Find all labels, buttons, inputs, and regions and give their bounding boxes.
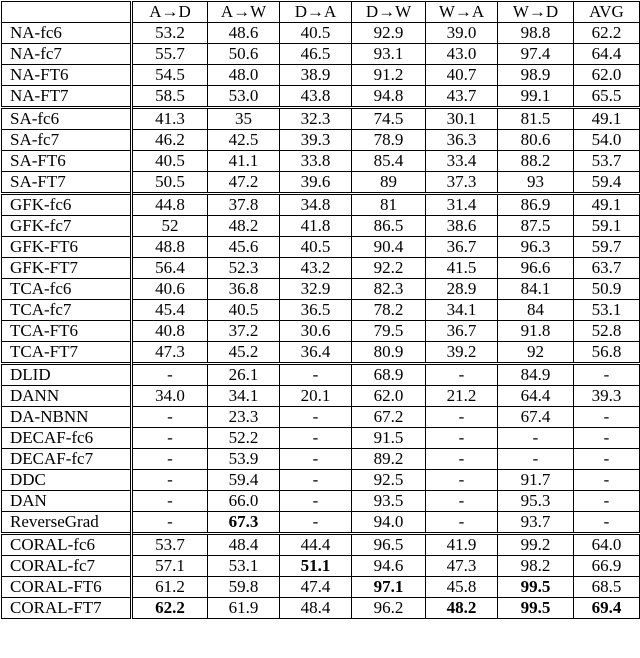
table-row bbox=[2, 598, 640, 619]
value-cell: 91.2 bbox=[352, 65, 426, 86]
value-cell: 81.5 bbox=[498, 108, 574, 130]
value-cell: 80.9 bbox=[352, 342, 426, 364]
method-name-cell: DECAF-fc7 bbox=[2, 449, 132, 470]
value-cell: - bbox=[280, 407, 352, 428]
value-cell: 37.2 bbox=[208, 321, 280, 342]
value-cell: - bbox=[574, 428, 640, 449]
table-row bbox=[2, 534, 640, 556]
value-cell: 94.0 bbox=[352, 512, 426, 534]
value-cell: 33.8 bbox=[280, 151, 352, 172]
value-cell: 30.1 bbox=[426, 108, 498, 130]
value-cell: 59.1 bbox=[574, 216, 640, 237]
table-row bbox=[2, 258, 640, 279]
value-cell: 35 bbox=[208, 108, 280, 130]
value-cell: 36.7 bbox=[426, 321, 498, 342]
value-cell: 58.5 bbox=[132, 86, 208, 108]
value-cell: 43.8 bbox=[280, 86, 352, 108]
method-name-cell: TCA-fc7 bbox=[2, 300, 132, 321]
value-cell: 39.0 bbox=[426, 23, 498, 44]
value-cell: 32.9 bbox=[280, 279, 352, 300]
table-row bbox=[2, 300, 640, 321]
value-cell: 94.8 bbox=[352, 86, 426, 108]
value-cell: 43.2 bbox=[280, 258, 352, 279]
value-cell: 48.0 bbox=[208, 65, 280, 86]
value-cell: 67.2 bbox=[352, 407, 426, 428]
table-row bbox=[2, 386, 640, 407]
method-name-cell: DECAF-fc6 bbox=[2, 428, 132, 449]
value-cell: - bbox=[280, 512, 352, 534]
value-cell: 74.5 bbox=[352, 108, 426, 130]
value-cell: 98.9 bbox=[498, 65, 574, 86]
value-cell: 63.7 bbox=[574, 258, 640, 279]
value-cell: 38.9 bbox=[280, 65, 352, 86]
table-row bbox=[2, 237, 640, 258]
value-cell: 66.0 bbox=[208, 491, 280, 512]
value-cell: 97.1 bbox=[352, 577, 426, 598]
value-cell: 85.4 bbox=[352, 151, 426, 172]
value-cell: 32.3 bbox=[280, 108, 352, 130]
value-cell: 67.3 bbox=[208, 512, 280, 534]
table-row bbox=[2, 108, 640, 130]
value-cell: 23.3 bbox=[208, 407, 280, 428]
value-cell: 54.0 bbox=[574, 130, 640, 151]
value-cell: - bbox=[498, 428, 574, 449]
value-cell: 62.2 bbox=[132, 598, 208, 619]
value-cell: 93.5 bbox=[352, 491, 426, 512]
method-name-cell: GFK-fc7 bbox=[2, 216, 132, 237]
table-row bbox=[2, 23, 640, 44]
method-name-cell: GFK-fc6 bbox=[2, 194, 132, 216]
table-row bbox=[2, 491, 640, 512]
value-cell: 46.2 bbox=[132, 130, 208, 151]
value-cell: 41.3 bbox=[132, 108, 208, 130]
table-row bbox=[2, 556, 640, 577]
value-cell: 93 bbox=[498, 172, 574, 194]
table-row bbox=[2, 151, 640, 172]
value-cell: 81 bbox=[352, 194, 426, 216]
header-column: A→D bbox=[132, 2, 208, 23]
method-name-cell: TCA-fc6 bbox=[2, 279, 132, 300]
value-cell: - bbox=[574, 407, 640, 428]
value-cell: - bbox=[498, 449, 574, 470]
value-cell: 78.9 bbox=[352, 130, 426, 151]
table-row bbox=[2, 321, 640, 342]
value-cell: - bbox=[132, 449, 208, 470]
value-cell: 88.2 bbox=[498, 151, 574, 172]
value-cell: 84.1 bbox=[498, 279, 574, 300]
value-cell: 99.1 bbox=[498, 86, 574, 108]
value-cell: 51.1 bbox=[280, 556, 352, 577]
value-cell: 44.4 bbox=[280, 534, 352, 556]
value-cell: 48.4 bbox=[280, 598, 352, 619]
value-cell: - bbox=[574, 470, 640, 491]
value-cell: 92 bbox=[498, 342, 574, 364]
value-cell: 34.1 bbox=[426, 300, 498, 321]
header-column: W→D bbox=[498, 2, 574, 23]
value-cell: 56.4 bbox=[132, 258, 208, 279]
value-cell: 84.9 bbox=[498, 364, 574, 386]
value-cell: 64.0 bbox=[574, 534, 640, 556]
table-row bbox=[2, 130, 640, 151]
value-cell: 26.1 bbox=[208, 364, 280, 386]
value-cell: 48.6 bbox=[208, 23, 280, 44]
value-cell: 28.9 bbox=[426, 279, 498, 300]
value-cell: 47.3 bbox=[426, 556, 498, 577]
value-cell: 50.9 bbox=[574, 279, 640, 300]
value-cell: 21.2 bbox=[426, 386, 498, 407]
value-cell: - bbox=[426, 428, 498, 449]
method-name-cell: TCA-FT7 bbox=[2, 342, 132, 364]
header-column: D→W bbox=[352, 2, 426, 23]
value-cell: 93.7 bbox=[498, 512, 574, 534]
method-name-cell: SA-FT6 bbox=[2, 151, 132, 172]
value-cell: 40.5 bbox=[208, 300, 280, 321]
value-cell: 68.5 bbox=[574, 577, 640, 598]
value-cell: 45.8 bbox=[426, 577, 498, 598]
table-row bbox=[2, 65, 640, 86]
method-name-cell: SA-FT7 bbox=[2, 172, 132, 194]
value-cell: 43.0 bbox=[426, 44, 498, 65]
method-name-cell: DDC bbox=[2, 470, 132, 491]
table-row bbox=[2, 86, 640, 108]
value-cell: 46.5 bbox=[280, 44, 352, 65]
value-cell: 99.2 bbox=[498, 534, 574, 556]
table-row bbox=[2, 428, 640, 449]
value-cell: 49.1 bbox=[574, 108, 640, 130]
value-cell: 96.2 bbox=[352, 598, 426, 619]
value-cell: 62.0 bbox=[574, 65, 640, 86]
table-row bbox=[2, 342, 640, 364]
table-row bbox=[2, 470, 640, 491]
value-cell: 53.1 bbox=[208, 556, 280, 577]
value-cell: 96.3 bbox=[498, 237, 574, 258]
table-row bbox=[2, 172, 640, 194]
value-cell: 40.5 bbox=[280, 23, 352, 44]
method-name-cell: SA-fc7 bbox=[2, 130, 132, 151]
results-table bbox=[1, 1, 640, 619]
table-row bbox=[2, 449, 640, 470]
value-cell: 50.5 bbox=[132, 172, 208, 194]
method-name-cell: DA-NBNN bbox=[2, 407, 132, 428]
value-cell: - bbox=[426, 470, 498, 491]
value-cell: 93.1 bbox=[352, 44, 426, 65]
method-name-cell: DLID bbox=[2, 364, 132, 386]
value-cell: 41.1 bbox=[208, 151, 280, 172]
value-cell: 40.5 bbox=[280, 237, 352, 258]
value-cell: 89 bbox=[352, 172, 426, 194]
value-cell: - bbox=[574, 364, 640, 386]
value-cell: 41.8 bbox=[280, 216, 352, 237]
value-cell: 52.2 bbox=[208, 428, 280, 449]
value-cell: 91.5 bbox=[352, 428, 426, 449]
value-cell: 80.6 bbox=[498, 130, 574, 151]
value-cell: 40.6 bbox=[132, 279, 208, 300]
table-row bbox=[2, 364, 640, 386]
value-cell: 44.8 bbox=[132, 194, 208, 216]
value-cell: 94.6 bbox=[352, 556, 426, 577]
value-cell: 52 bbox=[132, 216, 208, 237]
value-cell: 34.1 bbox=[208, 386, 280, 407]
value-cell: 47.3 bbox=[132, 342, 208, 364]
value-cell: 57.1 bbox=[132, 556, 208, 577]
value-cell: 95.3 bbox=[498, 491, 574, 512]
value-cell: 42.5 bbox=[208, 130, 280, 151]
value-cell: 91.8 bbox=[498, 321, 574, 342]
value-cell: 36.3 bbox=[426, 130, 498, 151]
value-cell: 49.1 bbox=[574, 194, 640, 216]
value-cell: - bbox=[426, 407, 498, 428]
table-row bbox=[2, 279, 640, 300]
header-column: D→A bbox=[280, 2, 352, 23]
value-cell: 41.5 bbox=[426, 258, 498, 279]
value-cell: 53.7 bbox=[574, 151, 640, 172]
value-cell: 45.6 bbox=[208, 237, 280, 258]
value-cell: - bbox=[574, 512, 640, 534]
value-cell: 61.2 bbox=[132, 577, 208, 598]
method-name-cell: CORAL-FT6 bbox=[2, 577, 132, 598]
value-cell: 53.1 bbox=[574, 300, 640, 321]
table-row bbox=[2, 577, 640, 598]
value-cell: 50.6 bbox=[208, 44, 280, 65]
value-cell: 33.4 bbox=[426, 151, 498, 172]
table-row bbox=[2, 44, 640, 65]
value-cell: 62.2 bbox=[574, 23, 640, 44]
method-name-cell: NA-FT7 bbox=[2, 86, 132, 108]
value-cell: 48.2 bbox=[208, 216, 280, 237]
value-cell: 36.5 bbox=[280, 300, 352, 321]
method-name-cell: GFK-FT6 bbox=[2, 237, 132, 258]
value-cell: - bbox=[132, 428, 208, 449]
value-cell: 91.7 bbox=[498, 470, 574, 491]
results-table-container bbox=[1, 1, 639, 619]
value-cell: - bbox=[280, 449, 352, 470]
value-cell: 39.3 bbox=[574, 386, 640, 407]
value-cell: 53.2 bbox=[132, 23, 208, 44]
value-cell: 59.4 bbox=[574, 172, 640, 194]
value-cell: - bbox=[426, 491, 498, 512]
value-cell: - bbox=[132, 512, 208, 534]
value-cell: 59.4 bbox=[208, 470, 280, 491]
method-name-cell: DAN bbox=[2, 491, 132, 512]
value-cell: 31.4 bbox=[426, 194, 498, 216]
value-cell: 48.8 bbox=[132, 237, 208, 258]
value-cell: 39.2 bbox=[426, 342, 498, 364]
value-cell: 92.5 bbox=[352, 470, 426, 491]
value-cell: 38.6 bbox=[426, 216, 498, 237]
method-name-cell: CORAL-fc7 bbox=[2, 556, 132, 577]
value-cell: 37.8 bbox=[208, 194, 280, 216]
value-cell: 68.9 bbox=[352, 364, 426, 386]
value-cell: 90.4 bbox=[352, 237, 426, 258]
value-cell: 45.4 bbox=[132, 300, 208, 321]
value-cell: 45.2 bbox=[208, 342, 280, 364]
method-name-cell: DANN bbox=[2, 386, 132, 407]
header-method-column bbox=[2, 2, 132, 23]
value-cell: 36.7 bbox=[426, 237, 498, 258]
header-row bbox=[2, 2, 640, 23]
value-cell: 78.2 bbox=[352, 300, 426, 321]
value-cell: 40.8 bbox=[132, 321, 208, 342]
value-cell: 43.7 bbox=[426, 86, 498, 108]
value-cell: 52.3 bbox=[208, 258, 280, 279]
value-cell: 84 bbox=[498, 300, 574, 321]
value-cell: 53.9 bbox=[208, 449, 280, 470]
value-cell: 37.3 bbox=[426, 172, 498, 194]
value-cell: 97.4 bbox=[498, 44, 574, 65]
value-cell: 96.6 bbox=[498, 258, 574, 279]
value-cell: 34.0 bbox=[132, 386, 208, 407]
value-cell: - bbox=[132, 407, 208, 428]
value-cell: 89.2 bbox=[352, 449, 426, 470]
value-cell: 40.5 bbox=[132, 151, 208, 172]
value-cell: 86.9 bbox=[498, 194, 574, 216]
value-cell: - bbox=[280, 470, 352, 491]
table-row bbox=[2, 512, 640, 534]
value-cell: 36.4 bbox=[280, 342, 352, 364]
table-row bbox=[2, 194, 640, 216]
value-cell: 53.7 bbox=[132, 534, 208, 556]
value-cell: 66.9 bbox=[574, 556, 640, 577]
value-cell: - bbox=[426, 512, 498, 534]
value-cell: 47.2 bbox=[208, 172, 280, 194]
value-cell: 87.5 bbox=[498, 216, 574, 237]
value-cell: 61.9 bbox=[208, 598, 280, 619]
value-cell: - bbox=[426, 449, 498, 470]
method-name-cell: CORAL-fc6 bbox=[2, 534, 132, 556]
value-cell: - bbox=[280, 491, 352, 512]
table-row bbox=[2, 407, 640, 428]
value-cell: 67.4 bbox=[498, 407, 574, 428]
table-body bbox=[2, 23, 640, 619]
value-cell: 82.3 bbox=[352, 279, 426, 300]
table-row bbox=[2, 216, 640, 237]
value-cell: 39.6 bbox=[280, 172, 352, 194]
value-cell: 48.2 bbox=[426, 598, 498, 619]
value-cell: 86.5 bbox=[352, 216, 426, 237]
value-cell: - bbox=[426, 364, 498, 386]
method-name-cell: GFK-FT7 bbox=[2, 258, 132, 279]
value-cell: - bbox=[280, 364, 352, 386]
value-cell: - bbox=[280, 428, 352, 449]
value-cell: 56.8 bbox=[574, 342, 640, 364]
value-cell: 64.4 bbox=[574, 44, 640, 65]
method-name-cell: TCA-FT6 bbox=[2, 321, 132, 342]
value-cell: 47.4 bbox=[280, 577, 352, 598]
value-cell: 53.0 bbox=[208, 86, 280, 108]
method-name-cell: ReverseGrad bbox=[2, 512, 132, 534]
header-column: A→W bbox=[208, 2, 280, 23]
value-cell: 62.0 bbox=[352, 386, 426, 407]
value-cell: 79.5 bbox=[352, 321, 426, 342]
value-cell: 98.8 bbox=[498, 23, 574, 44]
value-cell: 65.5 bbox=[574, 86, 640, 108]
value-cell: - bbox=[132, 364, 208, 386]
value-cell: 36.8 bbox=[208, 279, 280, 300]
method-name-cell: NA-fc7 bbox=[2, 44, 132, 65]
value-cell: - bbox=[132, 470, 208, 491]
value-cell: 20.1 bbox=[280, 386, 352, 407]
header-column: AVG bbox=[574, 2, 640, 23]
value-cell: 34.8 bbox=[280, 194, 352, 216]
value-cell: 39.3 bbox=[280, 130, 352, 151]
value-cell: 41.9 bbox=[426, 534, 498, 556]
value-cell: 69.4 bbox=[574, 598, 640, 619]
value-cell: 99.5 bbox=[498, 598, 574, 619]
value-cell: 55.7 bbox=[132, 44, 208, 65]
value-cell: 59.7 bbox=[574, 237, 640, 258]
value-cell: 30.6 bbox=[280, 321, 352, 342]
header-column: W→A bbox=[426, 2, 498, 23]
method-name-cell: SA-fc6 bbox=[2, 108, 132, 130]
value-cell: 99.5 bbox=[498, 577, 574, 598]
value-cell: - bbox=[574, 449, 640, 470]
value-cell: 40.7 bbox=[426, 65, 498, 86]
value-cell: - bbox=[132, 491, 208, 512]
value-cell: 98.2 bbox=[498, 556, 574, 577]
value-cell: 92.9 bbox=[352, 23, 426, 44]
value-cell: - bbox=[574, 491, 640, 512]
method-name-cell: CORAL-FT7 bbox=[2, 598, 132, 619]
value-cell: 54.5 bbox=[132, 65, 208, 86]
method-name-cell: NA-fc6 bbox=[2, 23, 132, 44]
method-name-cell: NA-FT6 bbox=[2, 65, 132, 86]
value-cell: 96.5 bbox=[352, 534, 426, 556]
value-cell: 48.4 bbox=[208, 534, 280, 556]
value-cell: 59.8 bbox=[208, 577, 280, 598]
value-cell: 64.4 bbox=[498, 386, 574, 407]
value-cell: 92.2 bbox=[352, 258, 426, 279]
value-cell: 52.8 bbox=[574, 321, 640, 342]
